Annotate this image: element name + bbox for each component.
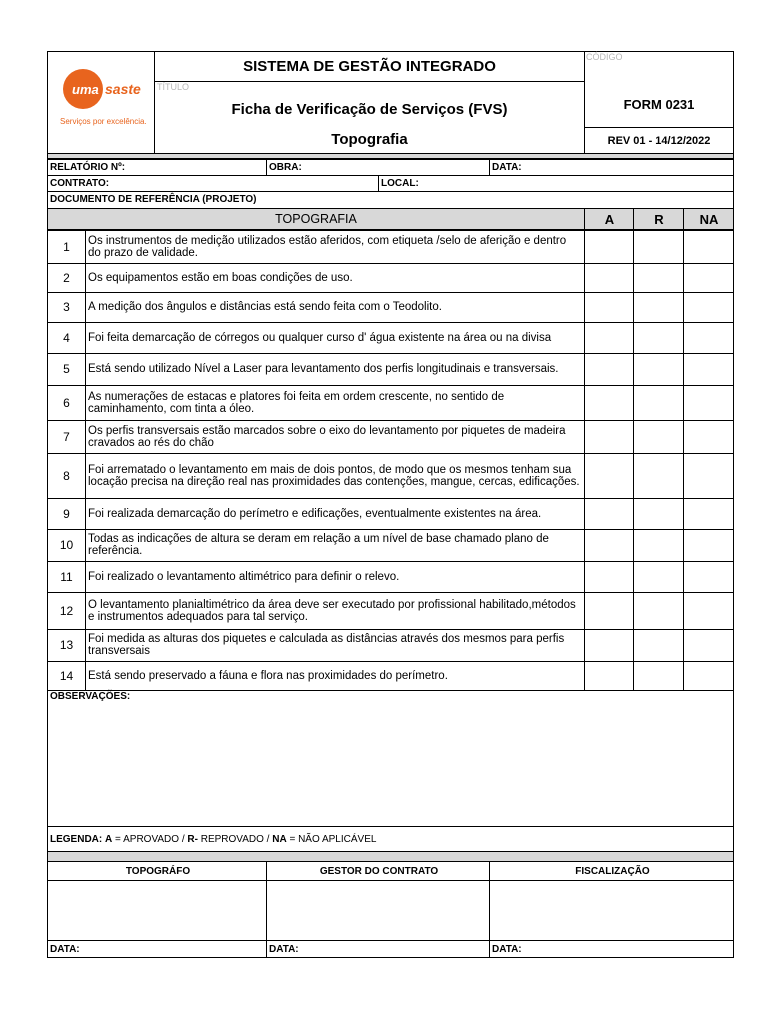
checkbox-r[interactable]: [633, 353, 684, 385]
company-logo: [48, 52, 155, 153]
checkbox-na[interactable]: [683, 322, 734, 353]
row-question: Todas as indicações de altura se deram em relação a um nível de base chamado plano de referência.: [85, 529, 584, 561]
row-number: 6: [63, 395, 70, 410]
gestor-header: GESTOR DO CONTRATO: [319, 865, 439, 877]
fiscalizacao-header: FISCALIZAÇÃO: [575, 865, 650, 877]
row-number: 14: [59, 668, 74, 683]
checkbox-a[interactable]: [584, 498, 634, 529]
form-title: Ficha de Verificação de Serviços (FVS): [231, 100, 508, 118]
section-title: TOPOGRAFIA: [275, 212, 357, 226]
col-r-header: R: [633, 208, 684, 230]
checkbox-na[interactable]: [683, 353, 734, 385]
row-number: 5: [63, 362, 70, 376]
checkbox-a[interactable]: [584, 322, 634, 353]
obra-field[interactable]: OBRA:: [266, 159, 490, 176]
row-question: Está sendo utilizado Nível a Laser para levantamento dos perfis longitudinais e transversais.: [85, 353, 584, 385]
checkbox-r[interactable]: [633, 453, 684, 498]
checkbox-na[interactable]: [683, 629, 734, 661]
legend-na-text: = NÃO APLICÁVEL: [289, 833, 377, 845]
topografo-header: TOPOGRÁFO: [125, 865, 191, 877]
checkbox-na[interactable]: [683, 529, 734, 561]
fiscalizacao-signature-area[interactable]: [490, 882, 733, 940]
row-number: 4: [63, 330, 70, 345]
checkbox-a[interactable]: [584, 629, 634, 661]
svg-text:uma: uma: [72, 82, 99, 97]
row-question: Foi realizada demarcação do perímetro e edificações, eventualmente existentes na área.: [85, 498, 584, 529]
checkbox-a[interactable]: [584, 529, 634, 561]
legend: [47, 826, 734, 852]
relatorio-field[interactable]: RELATÓRIO Nº:: [50, 162, 126, 173]
checkbox-na[interactable]: [683, 661, 734, 690]
row-question: Está sendo preservado a fáuna e flora nas proximidades do perímetro.: [85, 661, 584, 690]
topografo-signature-area[interactable]: [48, 882, 266, 940]
checkbox-r[interactable]: [633, 322, 684, 353]
row-question: Os perfis transversais estão marcados sobre o eixo do levantamento por piquetes de madeira cravados ao rés do chão: [85, 420, 584, 453]
legend-prefix: LEGENDA:: [50, 833, 103, 845]
topografo-date[interactable]: DATA:: [50, 944, 80, 955]
legend-a-key: A: [105, 833, 113, 845]
checkbox-na[interactable]: [683, 453, 734, 498]
row-question: O levantamento planialtimétrico da área deve ser executado por profissional habilitado,métodos e instrumentos adequados para tal serviço.: [85, 592, 584, 629]
checkbox-r[interactable]: [633, 592, 684, 629]
checkbox-r[interactable]: [633, 263, 684, 292]
row-question: A medição dos ângulos e distâncias está sendo feita com o Teodolito.: [85, 292, 584, 322]
checkbox-a[interactable]: [584, 420, 634, 453]
checkbox-a[interactable]: [584, 230, 634, 263]
observacoes-label: OBSERVAÇÕES:: [50, 691, 131, 702]
codigo-label: CÓDIGO: [586, 52, 623, 62]
signature-date-line: [47, 940, 734, 941]
checkbox-a[interactable]: [584, 385, 634, 420]
checkbox-r[interactable]: [633, 292, 684, 322]
row-number: 8: [63, 468, 70, 483]
checkbox-a[interactable]: [584, 292, 634, 322]
row-number: 3: [63, 300, 70, 314]
row-question: Foi medida as alturas dos piquetes e calculada as distâncias através dos mesmos para perfis transversais: [85, 629, 584, 661]
checkbox-r[interactable]: [633, 385, 684, 420]
checkbox-na[interactable]: [683, 420, 734, 453]
row-number: 2: [63, 270, 70, 285]
checkbox-r[interactable]: [633, 529, 684, 561]
row-question: Foi realizado o levantamento altimétrico para definir o relevo.: [85, 561, 584, 592]
checkbox-a[interactable]: [584, 592, 634, 629]
row-question: Foi arrematado o levantamento em mais de dois pontos, de modo que os mesmos tenham sua locação precisa na direção real nas proximidades das contenções, mangue, cercas, edificações.: [85, 453, 584, 498]
observacoes-box[interactable]: [47, 690, 734, 827]
system-title: SISTEMA DE GESTÃO INTEGRADO: [155, 52, 584, 82]
checkbox-r[interactable]: [633, 498, 684, 529]
checkbox-na[interactable]: [683, 498, 734, 529]
col-a-header: A: [584, 208, 634, 230]
checkbox-na[interactable]: [683, 385, 734, 420]
form-revision: REV 01 - 14/12/2022: [607, 134, 711, 147]
checkbox-na[interactable]: [683, 292, 734, 322]
checkbox-a[interactable]: [584, 453, 634, 498]
checkbox-r[interactable]: [633, 661, 684, 690]
checkbox-a[interactable]: [584, 353, 634, 385]
row-question: Os equipamentos estão em boas condições de uso.: [85, 263, 584, 292]
logo-mark-icon: [48, 52, 155, 153]
legend-a-text: = APROVADO /: [115, 833, 185, 845]
legend-r-key: R-: [187, 833, 198, 845]
checkbox-na[interactable]: [683, 230, 734, 263]
checkbox-r[interactable]: [633, 629, 684, 661]
checkbox-a[interactable]: [584, 263, 634, 292]
row-number: 9: [63, 506, 70, 521]
col-na-header: NA: [683, 208, 734, 230]
checkbox-a[interactable]: [584, 561, 634, 592]
titulo-label: TÍTULO: [157, 82, 190, 92]
legend-r-text: REPROVADO /: [200, 833, 270, 845]
checkbox-na[interactable]: [683, 592, 734, 629]
local-field[interactable]: LOCAL:: [378, 176, 733, 192]
checkbox-na[interactable]: [683, 561, 734, 592]
checkbox-r[interactable]: [633, 561, 684, 592]
checkbox-r[interactable]: [633, 420, 684, 453]
row-question: Foi feita demarcação de córregos ou qualquer curso d' água existente na área ou na divisa: [85, 322, 584, 353]
row-question: As numerações de estacas e platores foi feita em ordem crescente, no sentido de caminhamento, com tinta a óleo.: [85, 385, 584, 420]
gestor-date[interactable]: DATA:: [269, 944, 299, 955]
logo-tagline: Serviços por excelência.: [60, 117, 147, 126]
row-number: 13: [59, 638, 74, 652]
checkbox-na[interactable]: [683, 263, 734, 292]
fiscalizacao-date[interactable]: DATA:: [492, 944, 522, 955]
row-number: 12: [59, 603, 74, 618]
row-number: 7: [63, 429, 70, 444]
legend-na-key: NA: [272, 833, 287, 845]
row-number: 10: [59, 538, 74, 552]
checkbox-a[interactable]: [584, 661, 634, 690]
form-code: FORM 0231: [585, 82, 733, 128]
data-field[interactable]: DATA:: [489, 159, 733, 176]
contrato-field[interactable]: CONTRATO:: [50, 178, 110, 189]
row-number: 1: [63, 239, 70, 254]
svg-text:saste: saste: [105, 81, 141, 97]
row-question: Os instrumentos de medição utilizados estão aferidos, com etiqueta /selo de aferição e dentro do prazo de validade.: [85, 230, 584, 263]
row-number: 11: [60, 569, 73, 584]
documento-referencia-field[interactable]: DOCUMENTO DE REFERÊNCIA (PROJETO): [50, 194, 257, 205]
gestor-signature-area[interactable]: [267, 882, 489, 940]
checkbox-r[interactable]: [633, 230, 684, 263]
form-subtitle: Topografia: [331, 131, 408, 148]
